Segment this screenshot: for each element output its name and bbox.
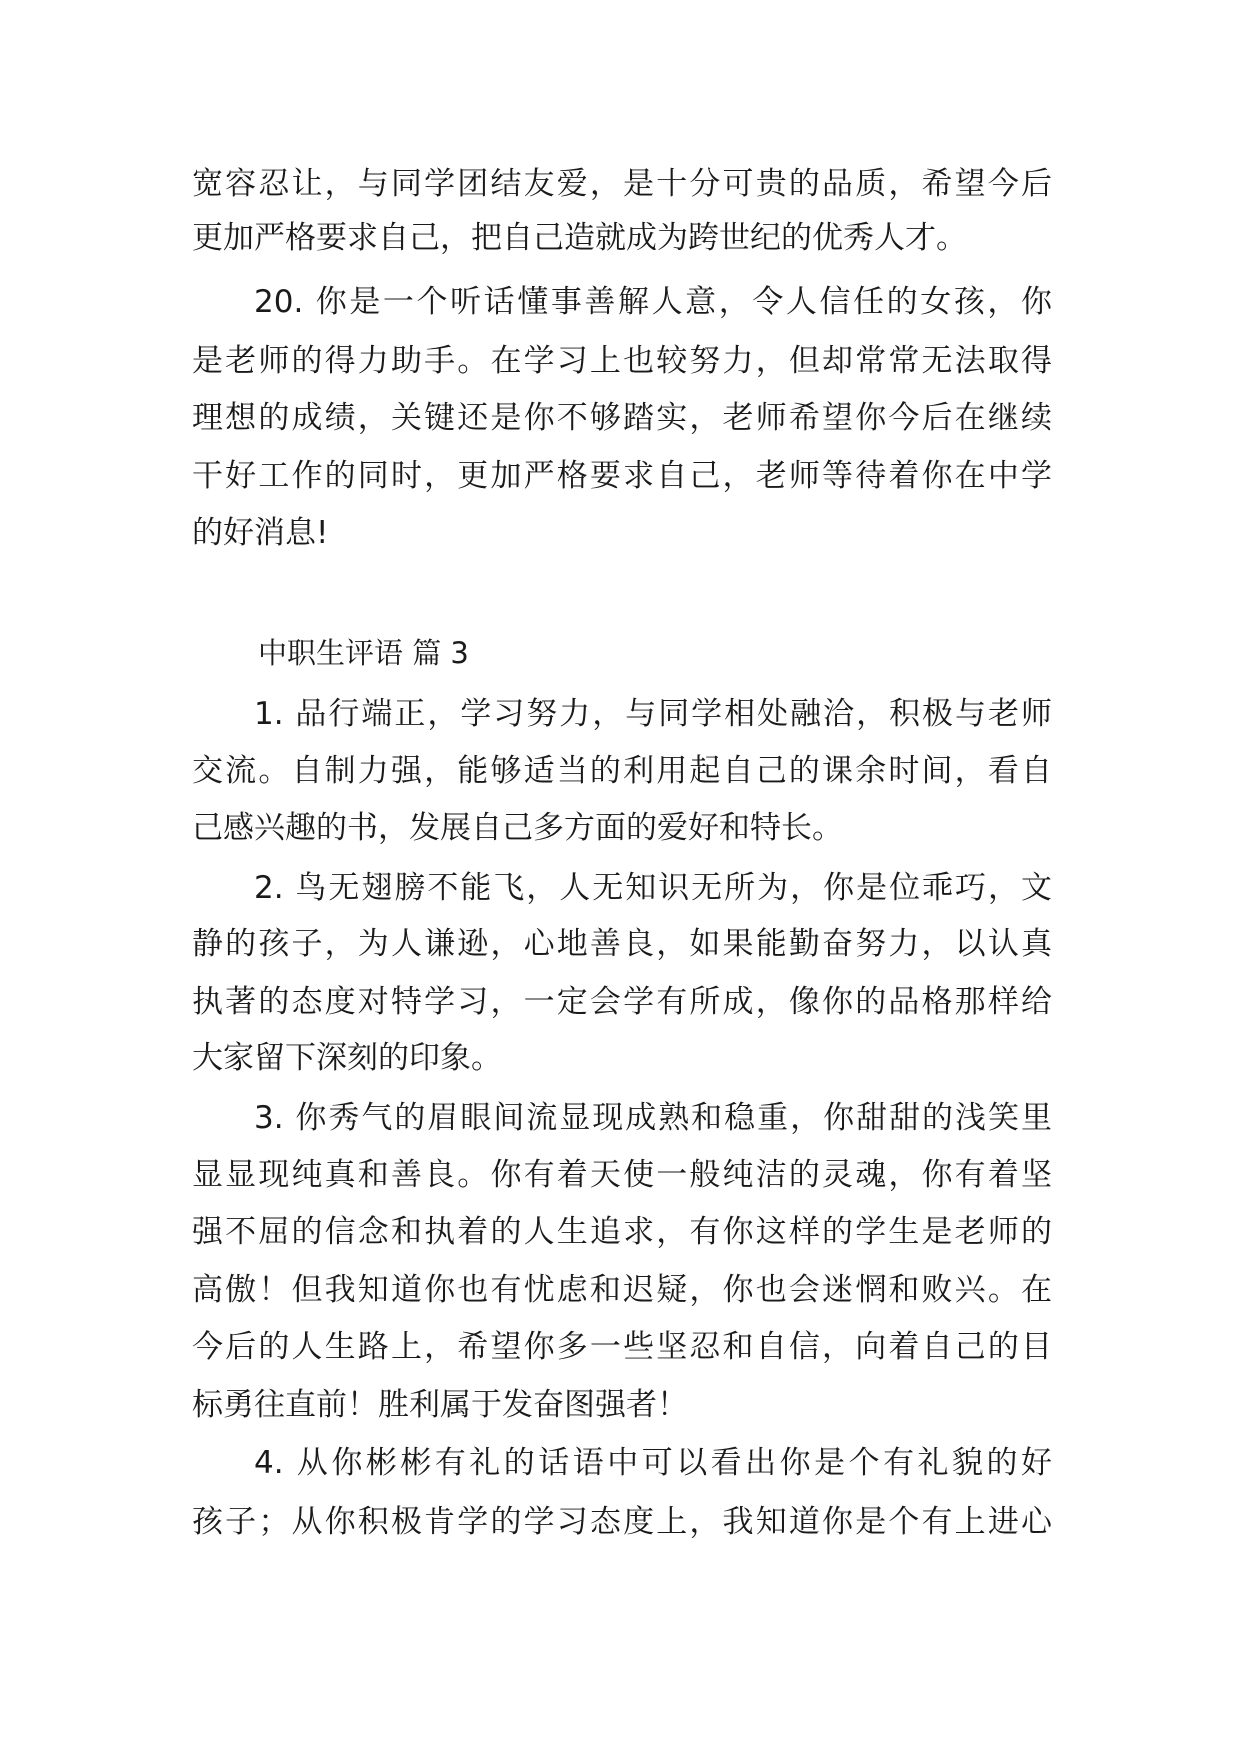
paragraph-line: 执著的态度对特学习，一定会学有所成，像你的品格那样给: [192, 984, 1052, 1020]
paragraph-line: 己感兴趣的书，发展自己多方面的爱好和特长。: [192, 810, 843, 846]
paragraph-line: 4. 从你彬彬有礼的话语中可以看出你是个有礼貌的好: [254, 1445, 1052, 1481]
paragraph-line: 1. 品行端正，学习努力，与同学相处融洽，积极与老师: [254, 696, 1052, 732]
paragraph-line: 的好消息!: [192, 515, 329, 551]
section-heading: 中职生评语 篇 3: [258, 636, 469, 670]
paragraph-line: 理想的成绩，关键还是你不够踏实，老师希望你今后在继续: [192, 400, 1052, 436]
paragraph-line: 显显现纯真和善良。你有着天使一般纯洁的灵魂，你有着坚: [192, 1157, 1052, 1193]
paragraph-line: 今后的人生路上，希望你多一些坚忍和自信，向着自己的目: [192, 1329, 1052, 1365]
paragraph-line: 干好工作的同时，更加严格要求自己，老师等待着你在中学: [192, 458, 1052, 494]
paragraph-line: 宽容忍让，与同学团结友爱，是十分可贵的品质，希望今后: [192, 166, 1052, 202]
paragraph-line: 是老师的得力助手。在学习上也较努力，但却常常无法取得: [192, 343, 1052, 379]
paragraph-line: 3. 你秀气的眉眼间流显现成熟和稳重，你甜甜的浅笑里: [254, 1100, 1052, 1136]
paragraph-line: 孩子；从你积极肯学的学习态度上，我知道你是个有上进心: [192, 1504, 1052, 1540]
paragraph-line: 20. 你是一个听话懂事善解人意，令人信任的女孩，你: [254, 284, 1052, 320]
paragraph-line: 高傲！但我知道你也有忧虑和迟疑，你也会迷惘和败兴。在: [192, 1272, 1052, 1308]
paragraph-line: 交流。自制力强，能够适当的利用起自己的课余时间，看自: [192, 753, 1052, 789]
paragraph-line: 更加严格要求自己，把自己造就成为跨世纪的优秀人才。: [192, 220, 967, 256]
paragraph-line: 大家留下深刻的印象。: [192, 1040, 502, 1076]
paragraph-line: 强不屈的信念和执着的人生追求，有你这样的学生是老师的: [192, 1214, 1052, 1250]
paragraph-line: 2. 鸟无翅膀不能飞，人无知识无所为，你是位乖巧，文: [254, 870, 1052, 906]
paragraph-line: 静的孩子，为人谦逊，心地善良，如果能勤奋努力，以认真: [192, 926, 1052, 962]
paragraph-line: 标勇往直前！胜利属于发奋图强者！: [192, 1387, 688, 1423]
